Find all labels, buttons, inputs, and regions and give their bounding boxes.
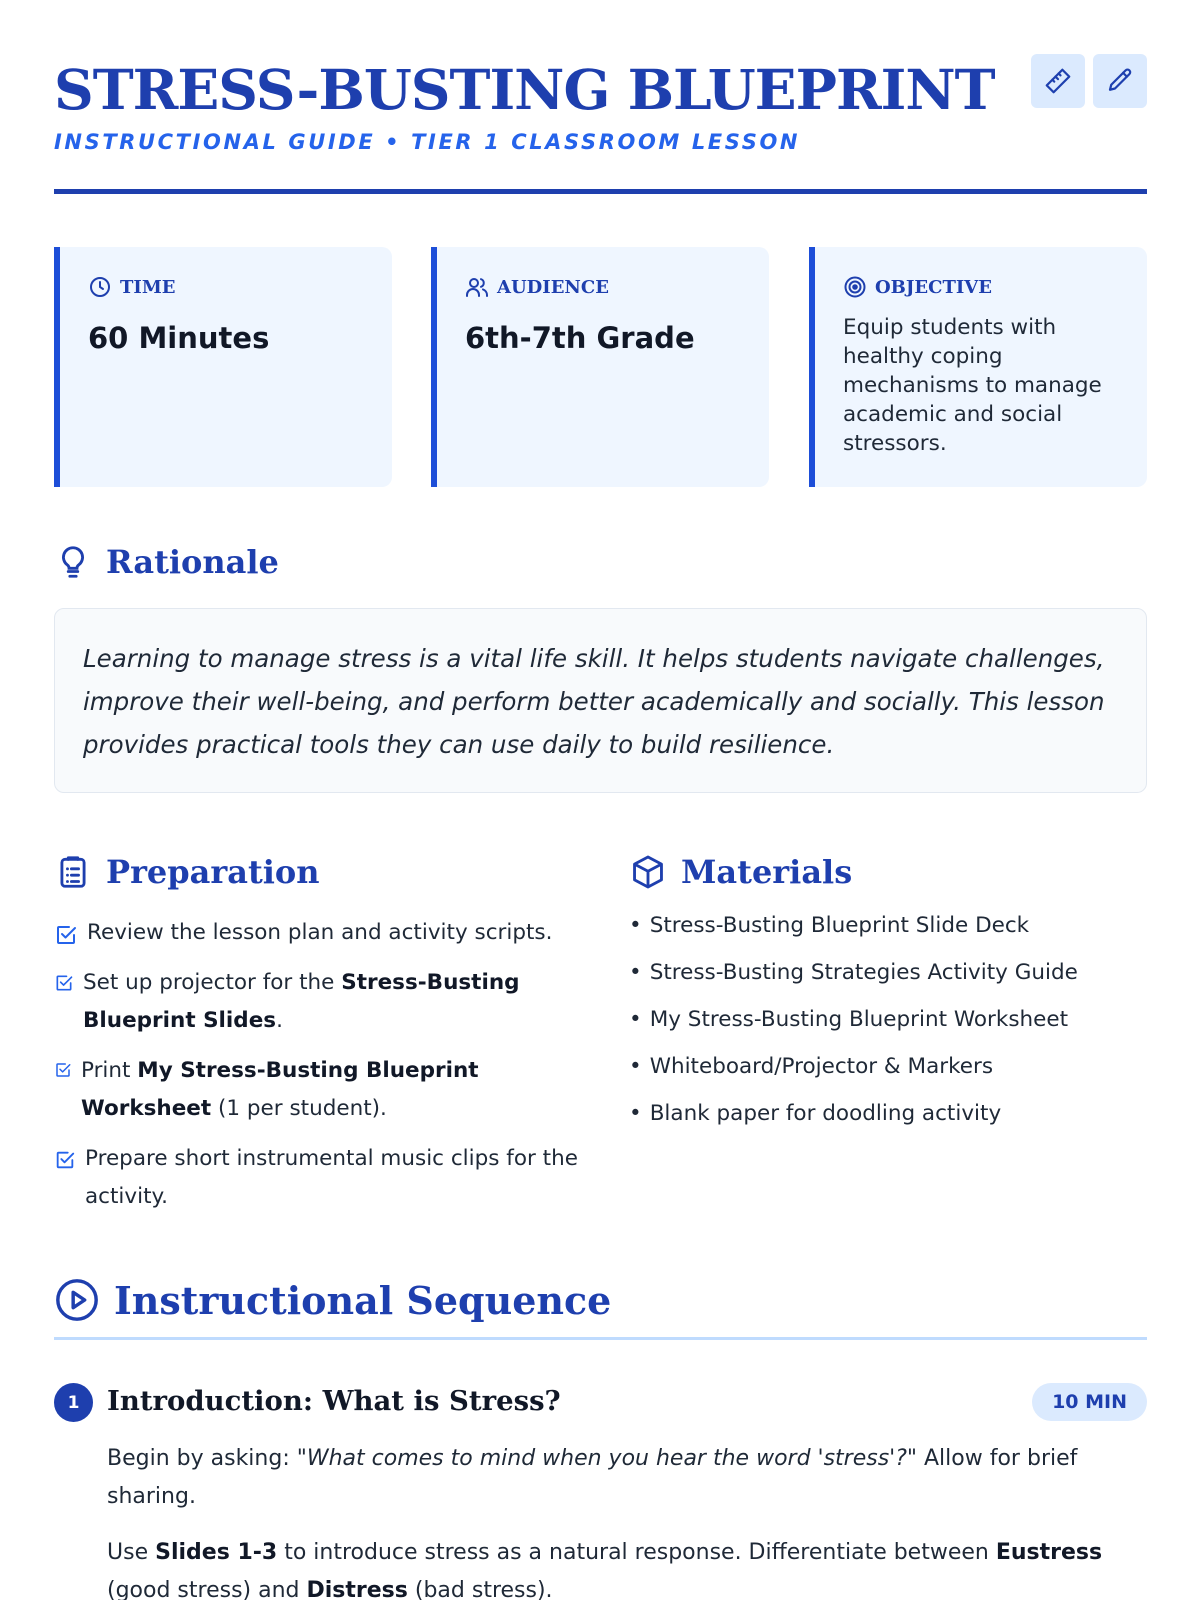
step-text: Allow for brief sharing. <box>107 1446 1078 1509</box>
step-bold: Distress <box>306 1578 408 1600</box>
page-header <box>54 58 1147 194</box>
prep-item-text <box>83 964 584 1041</box>
step-paragraph <box>107 1534 1147 1600</box>
edit-button[interactable] <box>1093 54 1147 108</box>
lightbulb-icon <box>54 542 92 582</box>
checkbox-checked-icon <box>54 1149 76 1171</box>
step-paragraph <box>107 1440 1147 1516</box>
step-text: to introduce stress as a natural response. Differentiate between <box>277 1540 996 1565</box>
sequence-divider <box>54 1337 1147 1340</box>
step-bold: Slides 1-3 <box>155 1540 278 1565</box>
rationale-heading <box>54 542 279 582</box>
play-circle-icon <box>54 1277 100 1323</box>
checkbox-checked-icon <box>54 923 78 947</box>
step-bold: Eustress <box>995 1540 1103 1565</box>
list-item: • Stress-Busting Blueprint Slide Deck <box>629 910 1078 942</box>
preparation-list <box>54 914 584 1228</box>
objective-card <box>809 247 1147 487</box>
step-text: Begin by asking: <box>107 1446 297 1471</box>
list-item <box>54 964 584 1041</box>
prep-item-text: Prepare short instrumental music clips for the activity. <box>85 1145 578 1209</box>
checkbox-checked-icon <box>54 973 74 993</box>
pencil-icon <box>1105 66 1135 96</box>
prep-item-bold: My Stress-Busting Blueprint Worksheet <box>81 1057 479 1121</box>
audience-value: 6th-7th Grade <box>465 321 695 355</box>
list-item: • Blank paper for doodling activity <box>629 1098 1078 1130</box>
rationale-box: Learning to manage stress is a vital life skill. It helps students navigate challenges, improve their well-being, and perform better academically and socially. This lesson provides practical tools they can use daily to build resilience. <box>54 608 1147 793</box>
page-title: STRESS-BUSTING BLUEPRINT <box>54 57 995 122</box>
step-quote: "What comes to mind when you hear the word 'stress'?" <box>296 1446 918 1471</box>
prep-item-bold: Stress-Busting Blueprint Slides <box>83 969 520 1033</box>
box-icon <box>629 852 667 892</box>
prep-item-text: Review the lesson plan and activity scripts. <box>87 920 553 945</box>
preparation-heading-text: Preparation <box>106 853 320 891</box>
preparation-heading <box>54 852 320 892</box>
page-subtitle: INSTRUCTIONAL GUIDE • TIER 1 CLASSROOM LESSON <box>54 130 801 154</box>
target-icon <box>843 275 867 299</box>
list-item <box>54 1140 584 1217</box>
step-duration-badge: 10 MIN <box>1032 1383 1147 1421</box>
step-text: Use <box>107 1540 156 1565</box>
time-card <box>54 247 392 487</box>
materials-heading <box>629 852 852 892</box>
list-item <box>54 1052 584 1129</box>
sequence-heading <box>54 1277 611 1323</box>
materials-heading-text: Materials <box>681 853 853 891</box>
list-item: • Stress-Busting Strategies Activity Guide <box>629 957 1078 989</box>
objective-card-label-row <box>843 273 1119 301</box>
step-body <box>107 1440 1147 1600</box>
audience-card <box>431 247 769 487</box>
prep-item-text-part: . <box>276 1008 283 1033</box>
ruler-icon <box>1043 66 1073 96</box>
step-text: (bad stress). <box>407 1578 553 1600</box>
prep-item-text-part: (1 per student). <box>211 1096 387 1121</box>
step-number-badge: 1 <box>54 1383 93 1422</box>
checkbox-checked-icon <box>54 1061 72 1079</box>
objective-text: Equip students with healthy coping mechanisms to manage academic and social stressors. <box>843 315 1102 456</box>
list-item: • My Stress-Busting Blueprint Worksheet <box>629 1004 1078 1036</box>
list-item: • Whiteboard/Projector & Markers <box>629 1051 1078 1083</box>
time-value: 60 Minutes <box>88 321 270 355</box>
users-icon <box>465 275 489 299</box>
prep-item-text <box>81 1052 584 1129</box>
clock-icon <box>88 275 112 299</box>
time-card-label-row <box>88 273 364 301</box>
objective-label: OBJECTIVE <box>875 276 992 298</box>
lesson-page <box>54 0 1147 1600</box>
time-label: TIME <box>120 276 176 298</box>
audience-card-label-row <box>465 273 741 301</box>
clipboard-icon <box>54 852 92 892</box>
step-text: (good stress) and <box>107 1578 307 1600</box>
audience-label: AUDIENCE <box>497 276 609 298</box>
step-title: Introduction: What is Stress? <box>107 1385 561 1417</box>
rationale-heading-text: Rationale <box>106 543 279 581</box>
list-item <box>54 914 584 953</box>
prep-item-text-part: Set up projector for the <box>83 969 342 995</box>
materials-list <box>629 910 1078 1144</box>
prep-item-text-part: Print <box>81 1057 138 1083</box>
sequence-heading-text: Instructional Sequence <box>114 1277 612 1323</box>
ruler-button[interactable] <box>1031 54 1085 108</box>
